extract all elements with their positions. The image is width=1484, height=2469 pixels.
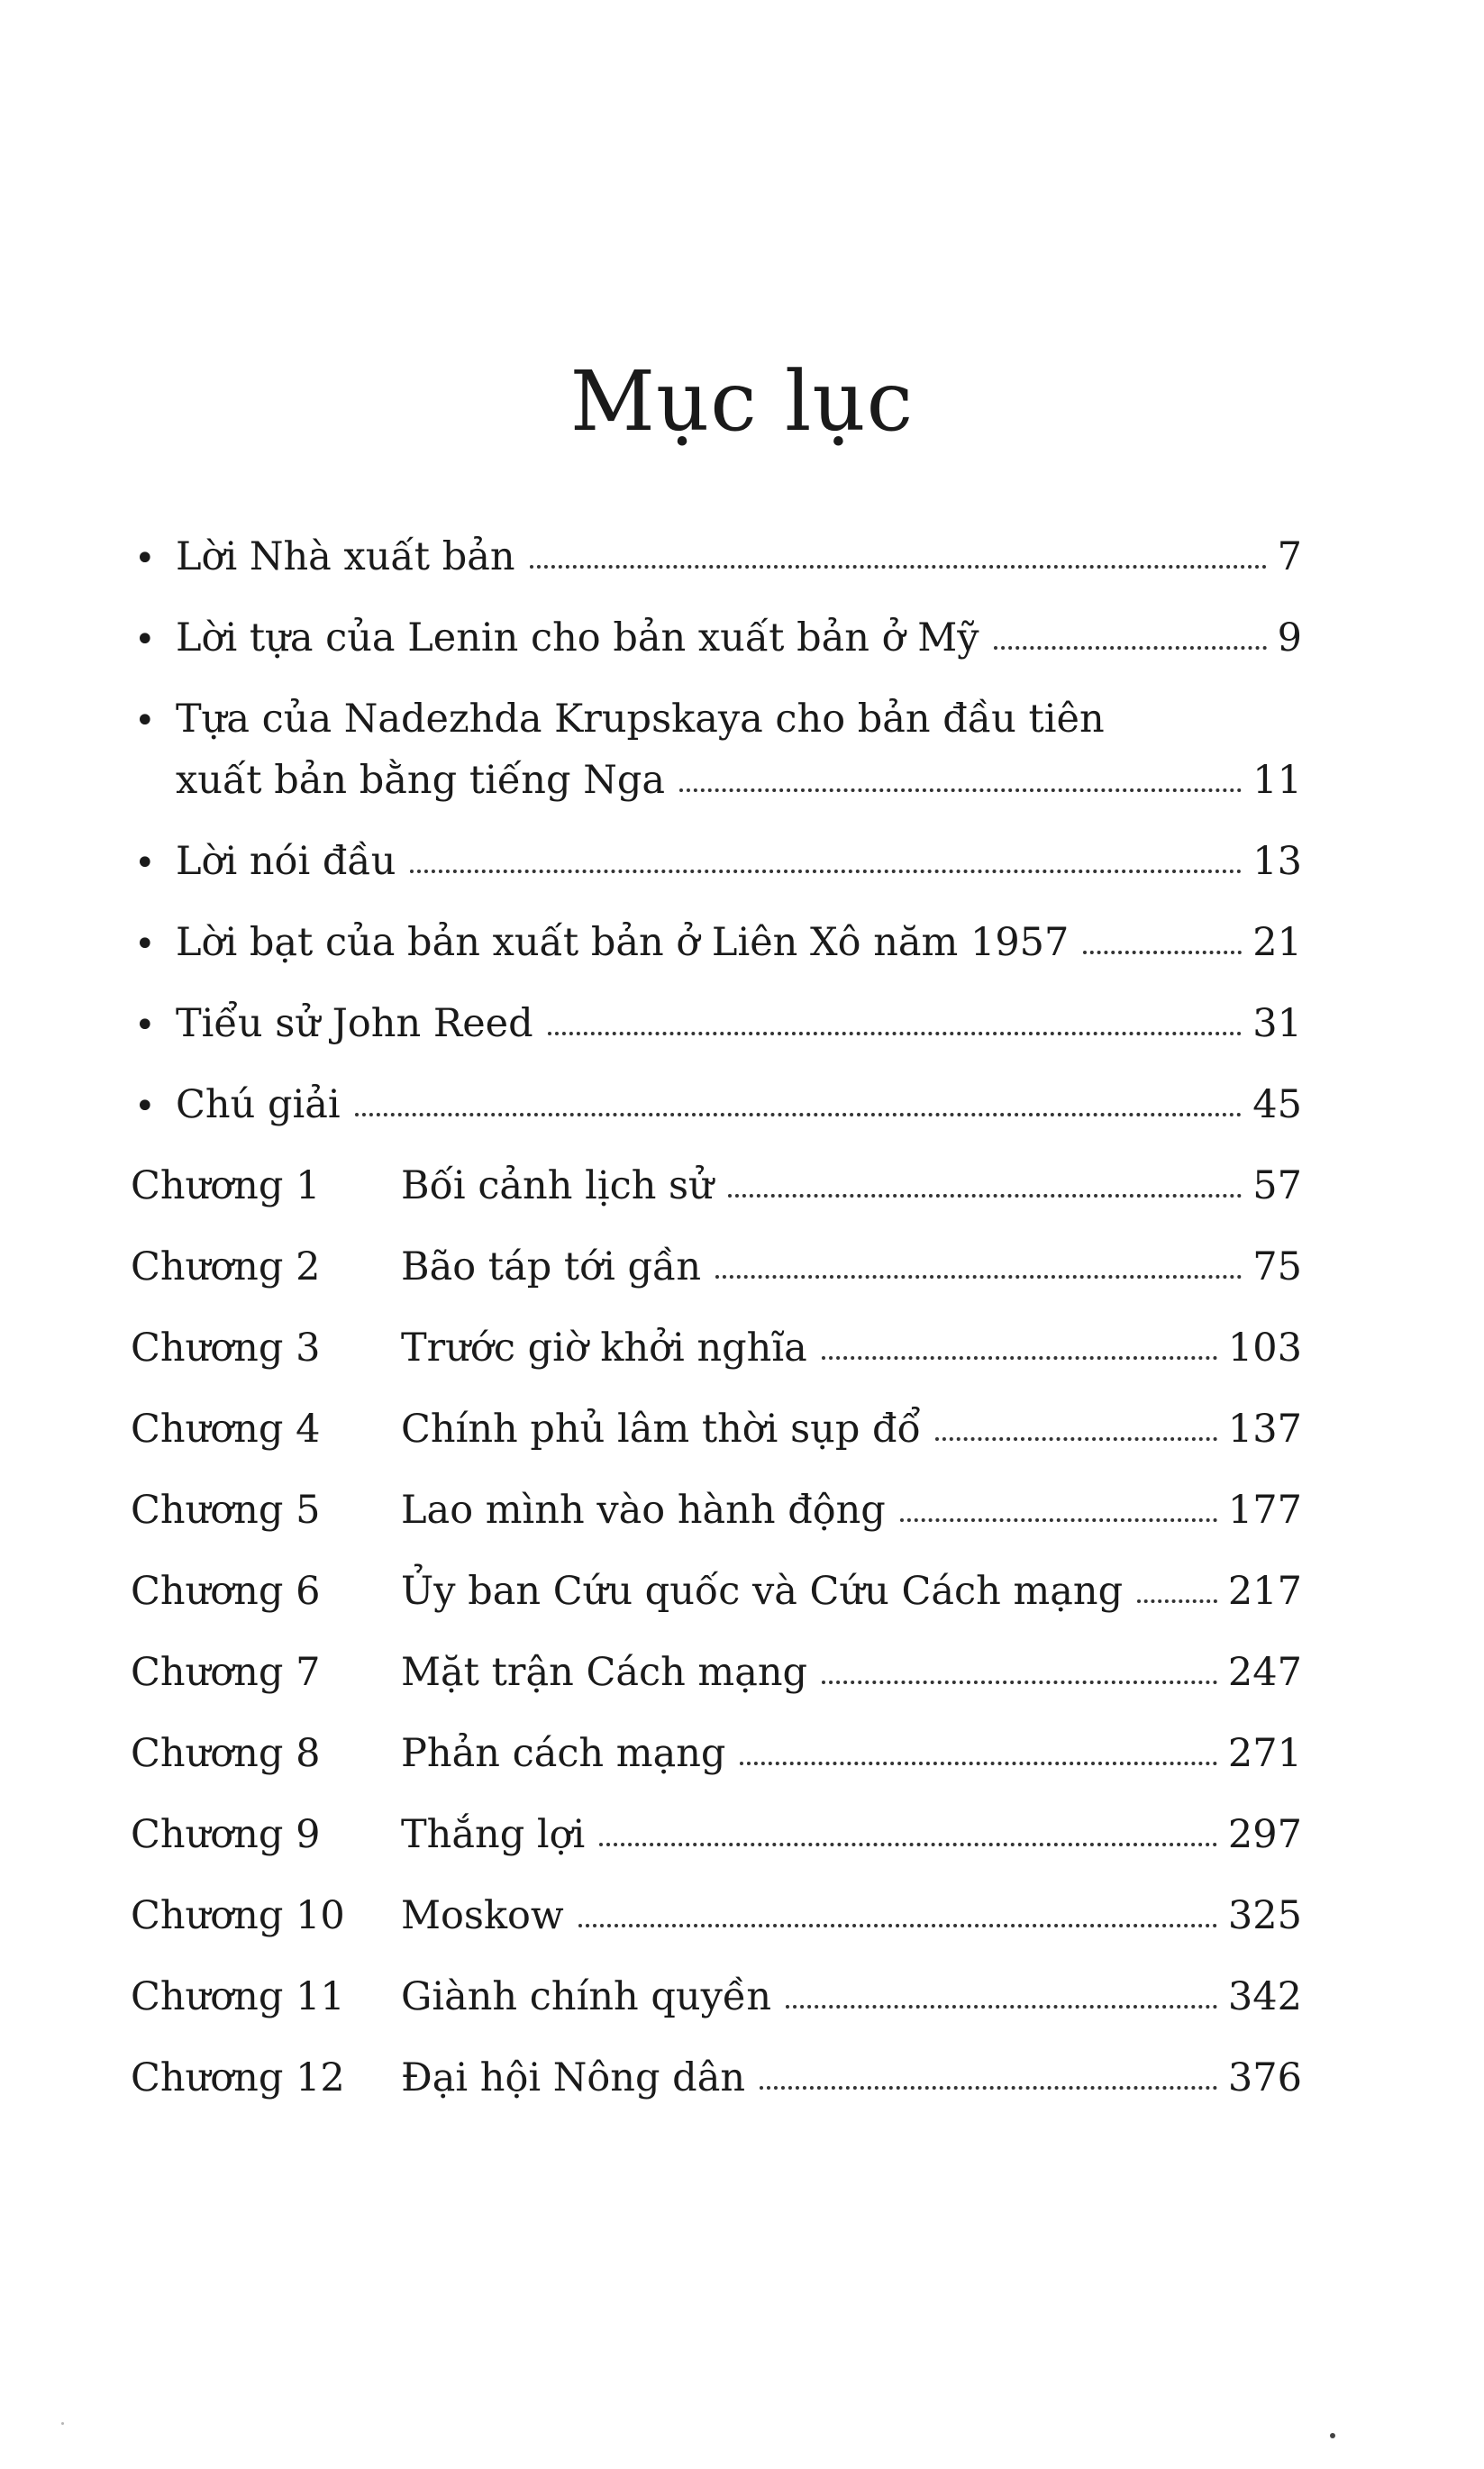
bullet-icon: • (134, 843, 156, 884)
dot-leader (578, 1924, 1217, 1927)
bullet-icon: • (134, 619, 156, 661)
chapter-label: Chương 1 (131, 1163, 321, 1208)
toc-entry[interactable] (131, 728, 1302, 803)
chapter-label: Chương 11 (131, 1974, 345, 2019)
chapter-entry[interactable] (131, 1458, 1302, 1533)
chapter-title: Lao mình vào hành động (401, 1488, 886, 1533)
page-number: 217 (1227, 1569, 1302, 1614)
toc-entry[interactable] (131, 890, 1302, 965)
chapter-label: Chương 12 (131, 2055, 345, 2100)
dot-leader (740, 1762, 1217, 1765)
dot-leader (548, 1032, 1243, 1035)
toc-entry[interactable] (131, 586, 1302, 661)
chapter-entry[interactable] (131, 2026, 1302, 2098)
page-number: 11 (1252, 758, 1302, 803)
chapter-entry[interactable] (131, 1620, 1302, 1695)
entry-title: xuất bản bằng tiếng Nga (176, 758, 665, 803)
page-number: 376 (1227, 2055, 1302, 2100)
chapter-entry[interactable] (131, 1945, 1302, 2017)
dot-leader (786, 2005, 1217, 2009)
bullet-icon: • (134, 538, 156, 579)
page-number: 342 (1227, 1974, 1302, 2019)
dot-leader (715, 1275, 1242, 1279)
chapter-entry[interactable] (131, 1134, 1302, 1206)
dot-leader (1137, 1599, 1217, 1603)
page-number: 45 (1252, 1082, 1302, 1127)
chapter-title: Thắng lợi (401, 1812, 586, 1857)
page-number: 9 (1277, 615, 1302, 661)
chapter-title: Bão táp tới gần (401, 1244, 702, 1289)
bullet-icon: • (134, 700, 156, 742)
chapter-entry[interactable] (131, 1296, 1302, 1371)
page-number: 325 (1227, 1893, 1302, 1938)
chapter-entry[interactable] (131, 1782, 1302, 1857)
dot-leader (410, 870, 1242, 873)
chapter-label: Chương 2 (131, 1244, 321, 1289)
chapter-title: Giành chính quyền (401, 1974, 772, 2019)
toc-entry[interactable] (131, 1052, 1302, 1125)
entry-title: Lời nói đầu (176, 839, 396, 884)
chapter-title: Bối cảnh lịch sử (401, 1163, 714, 1208)
entry-title: Lời tựa của Lenin cho bản xuất bản ở Mỹ (176, 615, 979, 661)
page-number: 297 (1227, 1812, 1302, 1857)
entry-title: Lời bạt của bản xuất bản ở Liên Xô năm 1957 (176, 920, 1070, 965)
entry-title: Tiểu sử John Reed (176, 1001, 533, 1046)
toc-entry[interactable] (131, 809, 1302, 884)
entry-title: Lời Nhà xuất bản (176, 534, 515, 579)
chapter-title: Đại hội Nông dân (401, 2055, 746, 2100)
page-number: 247 (1227, 1650, 1302, 1695)
page-number: 7 (1277, 534, 1302, 579)
chapter-label: Chương 6 (131, 1569, 321, 1614)
toc-entry[interactable] (131, 971, 1302, 1046)
chapter-label: Chương 10 (131, 1893, 345, 1938)
dot-leader (935, 1437, 1217, 1441)
entry-title: Chú giải (176, 1082, 341, 1127)
chapter-entry[interactable] (131, 1701, 1302, 1776)
chapter-entry[interactable] (131, 1863, 1302, 1936)
page-number: 57 (1252, 1163, 1302, 1208)
chapter-title: Trước giờ khởi nghĩa (401, 1326, 807, 1371)
chapter-entry[interactable] (131, 1539, 1302, 1614)
dot-leader (822, 1356, 1217, 1360)
entry-title-line1: Tựa của Nadezhda Krupskaya cho bản đầu tiên (176, 697, 1105, 742)
dot-leader (822, 1681, 1217, 1684)
scan-speck (61, 2422, 64, 2425)
page-number: 271 (1227, 1731, 1302, 1776)
chapter-title: Ủy ban Cứu quốc và Cứu Cách mạng (401, 1569, 1124, 1614)
dot-leader (728, 1194, 1242, 1198)
page-number: 31 (1252, 1001, 1302, 1046)
dot-leader (760, 2086, 1217, 2090)
scan-speck (1330, 2433, 1335, 2438)
chapter-entry[interactable] (131, 1377, 1302, 1452)
chapter-title: Moskow (401, 1893, 564, 1938)
chapter-label: Chương 9 (131, 1812, 321, 1857)
page-number: 21 (1252, 920, 1302, 965)
dot-leader (355, 1113, 1243, 1116)
page-title: Mục lục (569, 352, 915, 450)
page-number: 177 (1227, 1488, 1302, 1533)
chapter-label: Chương 3 (131, 1326, 321, 1371)
chapter-entry[interactable] (131, 1215, 1302, 1287)
chapter-label: Chương 5 (131, 1488, 321, 1533)
dot-leader (994, 646, 1267, 650)
chapter-label: Chương 8 (131, 1731, 321, 1776)
dot-leader (679, 788, 1242, 792)
bullet-icon: • (134, 1086, 156, 1127)
page-number: 75 (1252, 1244, 1302, 1289)
chapter-title: Chính phủ lâm thời sụp đổ (401, 1407, 921, 1452)
chapter-title: Phản cách mạng (401, 1731, 726, 1776)
page-number: 103 (1227, 1326, 1302, 1371)
dot-leader (599, 1843, 1217, 1846)
chapter-title: Mặt trận Cách mạng (401, 1650, 808, 1695)
bullet-icon: • (134, 1005, 156, 1046)
toc-entry[interactable] (131, 505, 1302, 577)
bullet-icon: • (134, 924, 156, 965)
dot-leader (900, 1518, 1217, 1522)
dot-leader (1083, 951, 1242, 954)
dot-leader (530, 565, 1267, 569)
chapter-label: Chương 4 (131, 1407, 321, 1452)
page-number: 13 (1252, 839, 1302, 884)
page-number: 137 (1227, 1407, 1302, 1452)
chapter-label: Chương 7 (131, 1650, 321, 1695)
